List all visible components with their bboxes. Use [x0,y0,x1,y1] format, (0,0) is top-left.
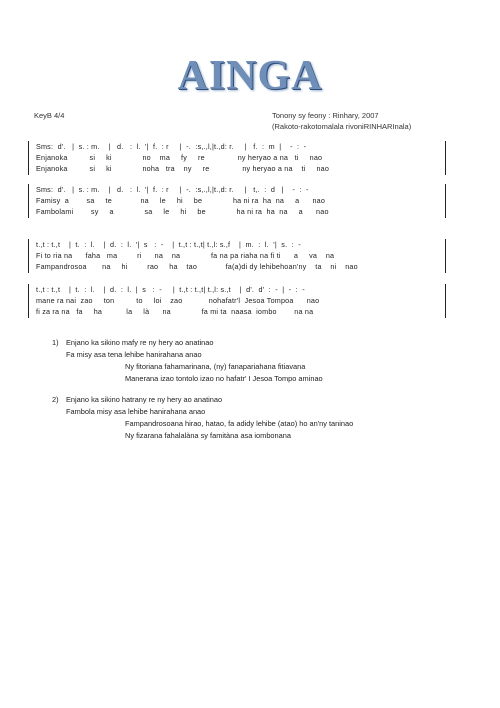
lyrics-line: mane ra nai zao ton to loi zao nohafatr'l Jesoa Tompoa nao [36,296,320,305]
system-bracket-left [28,284,29,318]
arranger-credit: (Rakoto-rakotomalala rivoniRINHARInala) [272,122,412,131]
system-bracket-right [445,141,446,175]
system-bracket-left [28,239,29,273]
verse-number: 1) [52,338,59,347]
verse-number: 2) [52,395,59,404]
key-signature: KeyB 4/4 [34,111,65,120]
music-system-4 [28,284,446,318]
music-system-1 [28,141,446,175]
lyrics-line: Fi to ria na faha ma ri na na fa na pa riaha na fi ti a va na [36,251,335,260]
lyrics-line: Famisy a sa te na le hi be ha ni ra ha na a nao [36,196,326,205]
lyrics-line: Enjanoka si ki no ma fy re ny heryao a na ti nao [36,153,323,162]
verse-line: Manerana izao tontolo izao no hafatr' I Jesoa Tompo aminao [125,374,323,383]
verse-line: Enjano ka sikino hatrany re ny hery ao anatinao [66,395,223,404]
solfa-notes: t.,t : t.,t | t. : l. | d. : l. '| s : - | t.,t : t.,t| t.,l: s.,f | m. : l. '| s. : - [36,240,301,249]
lyrics-line: fi za ra na fa ha la là na fa mi ta naasa iombo na na [36,307,314,316]
lyrics-line: Fambolami sy a sa le hi be ha ni ra ha na a nao [36,207,329,216]
lyrics-line: Enjanoka si ki noha tra ny re ny heryao a na ti nao [36,164,330,173]
verse-line: Fambola misy asa lehibe hanirahana anao [66,407,206,416]
system-bracket-right [445,184,446,218]
music-system-2 [28,184,446,218]
composer-credit: Tonony sy feony : Rinhary, 2007 [272,111,379,120]
verse-line: Enjano ka sikino mafy re ny hery ao anatinao [66,338,214,347]
music-system-3 [28,239,446,273]
solfa-notes: Sms: d'. | s. : m. | d. : l. '| f. : r | -. :s,.,l,|t.,d: r. | t,. : d | - : - [36,185,309,194]
verse-line: Fampandrosoana hirao, hatao, fa adidy lehibe (atao) ho an'ny taninao [125,419,354,428]
song-title: AINGA [177,53,323,99]
system-bracket-left [28,141,29,175]
lyrics-line: Fampandrosoa na hi rao ha tao fa(a)di dy lehibehoan'ny ta ni nao [36,262,358,271]
verse-line: Ny fizarana fahalalàna sy famitàna asa iombonana [125,431,291,440]
verse-line: Fa misy asa tena lehibe hanirahana anao [66,350,202,359]
system-bracket-left [28,184,29,218]
system-bracket-right [445,284,446,318]
verse-line: Ny fitoriana fahamarinana, (ny) fanapariahana fitiavana [125,362,306,371]
solfa-notes: t.,t : t.,t | t. : l. | d. : l. | s : - | t.,t : t.,t| t.,l: s.,t | d'. d' : - | - : - [36,285,305,294]
system-bracket-right [445,239,446,273]
solfa-notes: Sms: d'. | s. : m. | d. : l. '| f. : r | -. :s,.,l,|t.,d: r. | f. : m | - : - [36,142,307,151]
